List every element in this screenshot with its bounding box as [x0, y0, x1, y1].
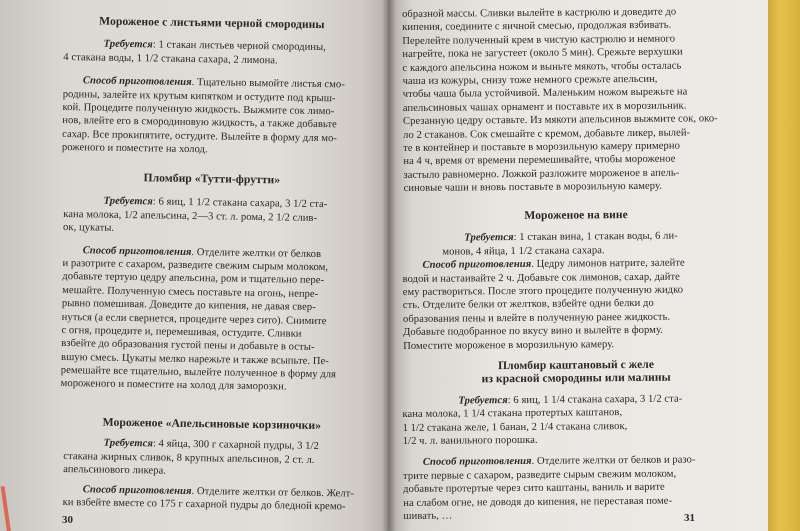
ingredients-line: Требуется: 6 яиц, 1 1/2 стакана сахара, 3 1/2 ста-	[103, 196, 328, 211]
method-line: кипения, соедините с яичной смесью, продолжая взбивать.	[402, 20, 672, 34]
book-gutter	[382, 0, 396, 531]
method-line: сахар. Все прокипятите, остудите. Вылейте в форму для мо-	[62, 128, 338, 145]
ingredients-line: 4 стакана воды, 1 1/2 стакана сахара, 2 лимона.	[63, 51, 278, 67]
ingredients-line: стакана жирных сливок, 8 крупных апельсинов, 2 ст. л.	[63, 450, 315, 466]
page-number: 31	[684, 512, 695, 524]
recipe-tutti-frutti	[61, 170, 360, 395]
method-line: с огня, процедите и, перемешивая, остудите. Сливки	[61, 324, 302, 340]
ingredients-line: 1 1/2 стакана желе, 1 банан, 2 1/4 стакана сливок,	[402, 420, 628, 434]
method-line: водой и настаивайте 2 ч. Добавьте сок лимонов, сахар, дайте	[402, 271, 680, 285]
method-line: шивать, …	[403, 510, 453, 522]
recipe-title-line-2: из красной смородины или малины	[481, 371, 671, 386]
ingredients-line: Требуется: 1 стакан вина, 1 стакан воды, 6 ли-	[464, 231, 678, 244]
method-line: и разотрите с сахаром, разведите свежим сырым молоком,	[62, 257, 329, 274]
method-line: мороженого и поместите на холод для заморозки.	[60, 378, 287, 394]
recipe-wine-ice-cream	[402, 207, 751, 353]
book-cover-edge	[766, 0, 800, 531]
ingredients-line: апельсинового ликера.	[63, 464, 167, 477]
method-line: трите первые с сахаром, разведите сырым свежим молоком,	[402, 468, 677, 482]
method-line: добавьте тертую цедру апельсина, ром и тщательно пере-	[62, 271, 325, 287]
method-line: Способ приготовления. Цедру лимонов натрите, залейте	[422, 257, 685, 272]
method-line: взбейте до образования густой пены и добавьте в осты-	[61, 338, 315, 354]
method-line: апельсиновых чашах орнамент и поставьте их в морозильник.	[402, 100, 687, 114]
recipe-title: Мороженое на вине	[524, 208, 628, 222]
method-line: чаша из кожуры, снизу тоже немного срежьте апельсин,	[402, 73, 658, 87]
method-line: Перелейте полученный крем в чистую кастрюлю и немного	[402, 33, 676, 47]
recipe-continuation	[402, 5, 752, 195]
method-line: вшую смесь. Цукаты мелко нарежьте и также всыпьте. Пе-	[60, 351, 329, 367]
method-line: Срезанную цедру оставьте. Из мякоти апельсинов выжмите сок, око-	[402, 113, 718, 128]
method-line: образования пены и влейте в полученную ранее жидкость.	[402, 311, 671, 325]
recipe-chestnut-plombir	[402, 357, 751, 523]
method-line: ло 2 стаканов. Сок смешайте с кремом, добавьте ликер, вылей-	[403, 127, 691, 141]
method-line: синовые чаши и вновь поставьте в морозильную камеру.	[403, 180, 662, 195]
ingredients-line: Требуется: 6 яиц, 1 1/4 стакана сахара, 3 1/2 ста-	[458, 393, 683, 407]
method-line: нагрейте, пока не загустеет (около 5 мин). Срежьте верхушки	[402, 46, 683, 61]
ingredients-line: кана молока, 1/2 апельсина, 2—3 ст. л. рома, 2 1/2 слив-	[63, 208, 318, 224]
method-line: Способ приготовления. Отделите желтки от белков. Желт-	[82, 483, 355, 500]
recipe-title: Мороженое «Апельсиновые корзиночки»	[102, 415, 322, 433]
ingredients-line: Требуется: 4 яйца, 300 г сахарной пудры, 3 1/2	[103, 438, 319, 453]
method-line: родины, залейте их крутым кипятком и остудите под крыш-	[62, 88, 336, 104]
ingredients-line: 1/2 ч. л. ванильного порошка.	[402, 434, 538, 447]
method-line: Способ приготовления. Отделите желтки от белков и разо-	[422, 454, 696, 469]
recipe-blackcurrant-ice-cream	[62, 14, 360, 159]
method-line: нов, влейте его в смородиновую жидкость, а также добавьте	[62, 115, 337, 131]
ingredients-line: кана молока, 1 1/4 стакана протертых каштанов,	[402, 407, 623, 421]
method-line: образной массы. Сливки вылейте в кастрюлю и доведите до	[402, 6, 677, 20]
method-line: роженого и поместите на холод.	[61, 142, 208, 156]
method-line: те в контейнер и поставьте в морозильную камеру примерно	[403, 140, 680, 154]
ingredients-line: Требуется: 1 стакан листьев черной смородины,	[103, 39, 326, 54]
method-line: Добавьте подобранное по вкусу вино и вылейте в форму.	[403, 324, 663, 339]
method-line: застыло равномерно. Ложкой разложите мороженое в апель-	[403, 167, 680, 181]
method-line: на слабом огне, не доводя до кипения, не переставая поме-	[403, 495, 673, 509]
method-line: добавьте протертые через сито каштаны, ваниль и варите	[403, 481, 665, 496]
right-page	[388, 0, 768, 531]
method-line: ему раствориться. После этого процедите полученную жидко	[402, 284, 684, 298]
recipe-title: Пломбир «Тутти-фрутти»	[143, 171, 281, 187]
recipe-title-line-1: Пломбир каштановый с желе	[498, 357, 655, 373]
ingredients-line: монов, 4 яйца, 1 1/2 стакана сахара.	[442, 245, 605, 258]
method-line: Способ приготовления. Тщательно вымойте листья смо-	[82, 75, 345, 91]
page-number: 30	[62, 514, 73, 526]
ingredients-line: ок, цукаты.	[63, 222, 115, 234]
method-line: мешайте. Полученную смесь поставьте на огонь, непре-	[62, 284, 319, 300]
method-line: с каждого апельсина ножом и выньте мякоть, чтобы осталась	[402, 60, 682, 74]
method-line: сть. Отделите белки от желтков, взбейте одни белки до	[402, 298, 654, 312]
method-line: ремешайте все тщательно, вылейте полученное в форму для	[60, 365, 337, 381]
left-page	[0, 0, 390, 531]
pencil-mark	[1, 486, 16, 531]
method-line: нуться (а если свернется, процедите через сито). Снимите	[61, 311, 327, 327]
recipe-orange-baskets	[63, 415, 360, 514]
method-line: Поместите мороженое в морозильную камеру.	[403, 338, 615, 352]
method-line: кой. Процедите полученную жидкость. Выжмите сок лимо-	[62, 101, 335, 118]
method-line: чтобы чаша была устойчивой. Маленьким ножом вырежьте на	[402, 86, 688, 101]
method-line: ки взбейте вместе со 175 г сахарной пудры до бледной кремо-	[62, 496, 346, 513]
method-line: на 4 ч, время от времени перемешивайте, чтобы мороженое	[403, 153, 676, 168]
method-line: рывно помешивая. Доведите до кипения, не давая свер-	[61, 298, 316, 314]
method-line: Способ приготовления. Отделите желтки от белков	[82, 244, 322, 260]
recipe-title: Мороженое с листьями черной смородины	[99, 14, 325, 32]
